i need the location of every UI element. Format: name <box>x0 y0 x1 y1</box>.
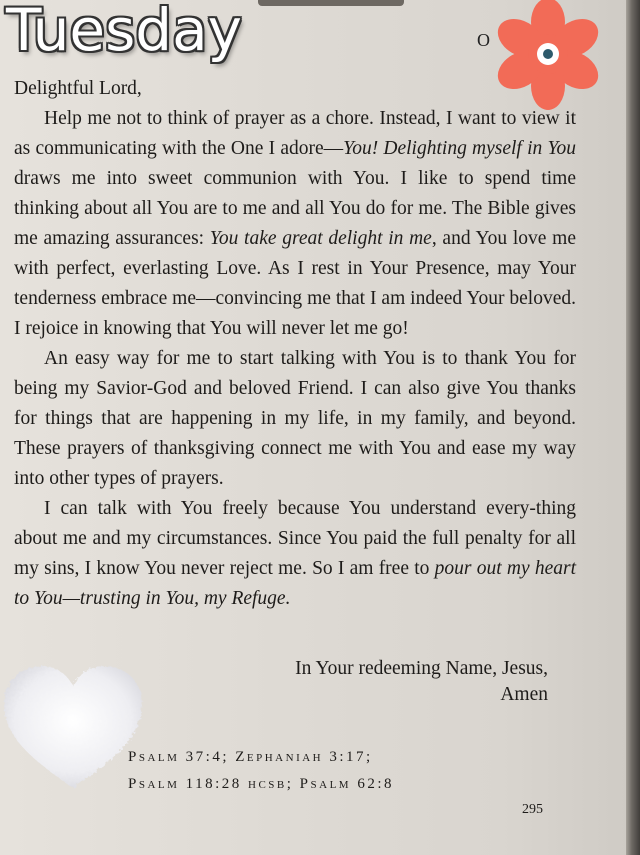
reference-line: Psalm 118:28 hcsb; Psalm 62:8 <box>128 776 394 792</box>
page-edge <box>626 0 640 855</box>
page-number: 295 <box>522 802 543 817</box>
text-run: Help me not to think of prayer as a chore. Instead, I want to view it as communicating with the One I adore— <box>14 108 576 159</box>
paragraph <box>14 494 576 614</box>
salutation: Delightful Lord, <box>14 78 142 99</box>
paragraph <box>14 344 576 494</box>
italic-run: You take great delight in me <box>209 228 432 249</box>
italic-run: pour out my heart to You—trusting in You, my Refuge. <box>14 558 577 609</box>
text-run: An easy way for me to start talking with You is to thank You for being my Savior-God and beloved Friend. I can also give You thanks for things that are happening in my life, in my family, and beyond. These prayers of thanksgiving connect me with You and ease my way into other types of prayers. <box>14 348 576 489</box>
prayer-text <box>14 74 576 614</box>
closing-line: In Your redeeming Name, Jesus, <box>295 658 548 679</box>
top-binding-strip <box>258 0 404 6</box>
scripture-references <box>128 744 394 798</box>
closing <box>295 656 548 708</box>
italic-run: You! Delighting myself in You <box>343 138 577 159</box>
paragraph <box>14 104 576 344</box>
reference-line: Psalm 37:4; Zephaniah 3:17; <box>128 749 373 765</box>
text-run: I can talk with You freely because You understand every-thing about me and my circumstances. Since You paid the full penalty for all my sins, I know You never reject me. So I am free to <box>14 498 576 579</box>
closing-amen: Amen <box>500 684 548 705</box>
day-title: Tuesday <box>6 0 242 64</box>
date-fragment: O <box>477 30 490 50</box>
heart-sticker-icon <box>0 660 146 794</box>
text-run: , and You love me with perfect, everlasting Love. As I rest in Your Presence, may Your tenderness embrace me—convincing me that I am indeed Your beloved. I rejoice in knowing that You will never let me go! <box>14 228 576 339</box>
text-run: draws me into sweet communion with You. I like to spend time thinking about all You are to me and all You do for me. The Bible gives me amazing assurances: <box>14 168 576 249</box>
